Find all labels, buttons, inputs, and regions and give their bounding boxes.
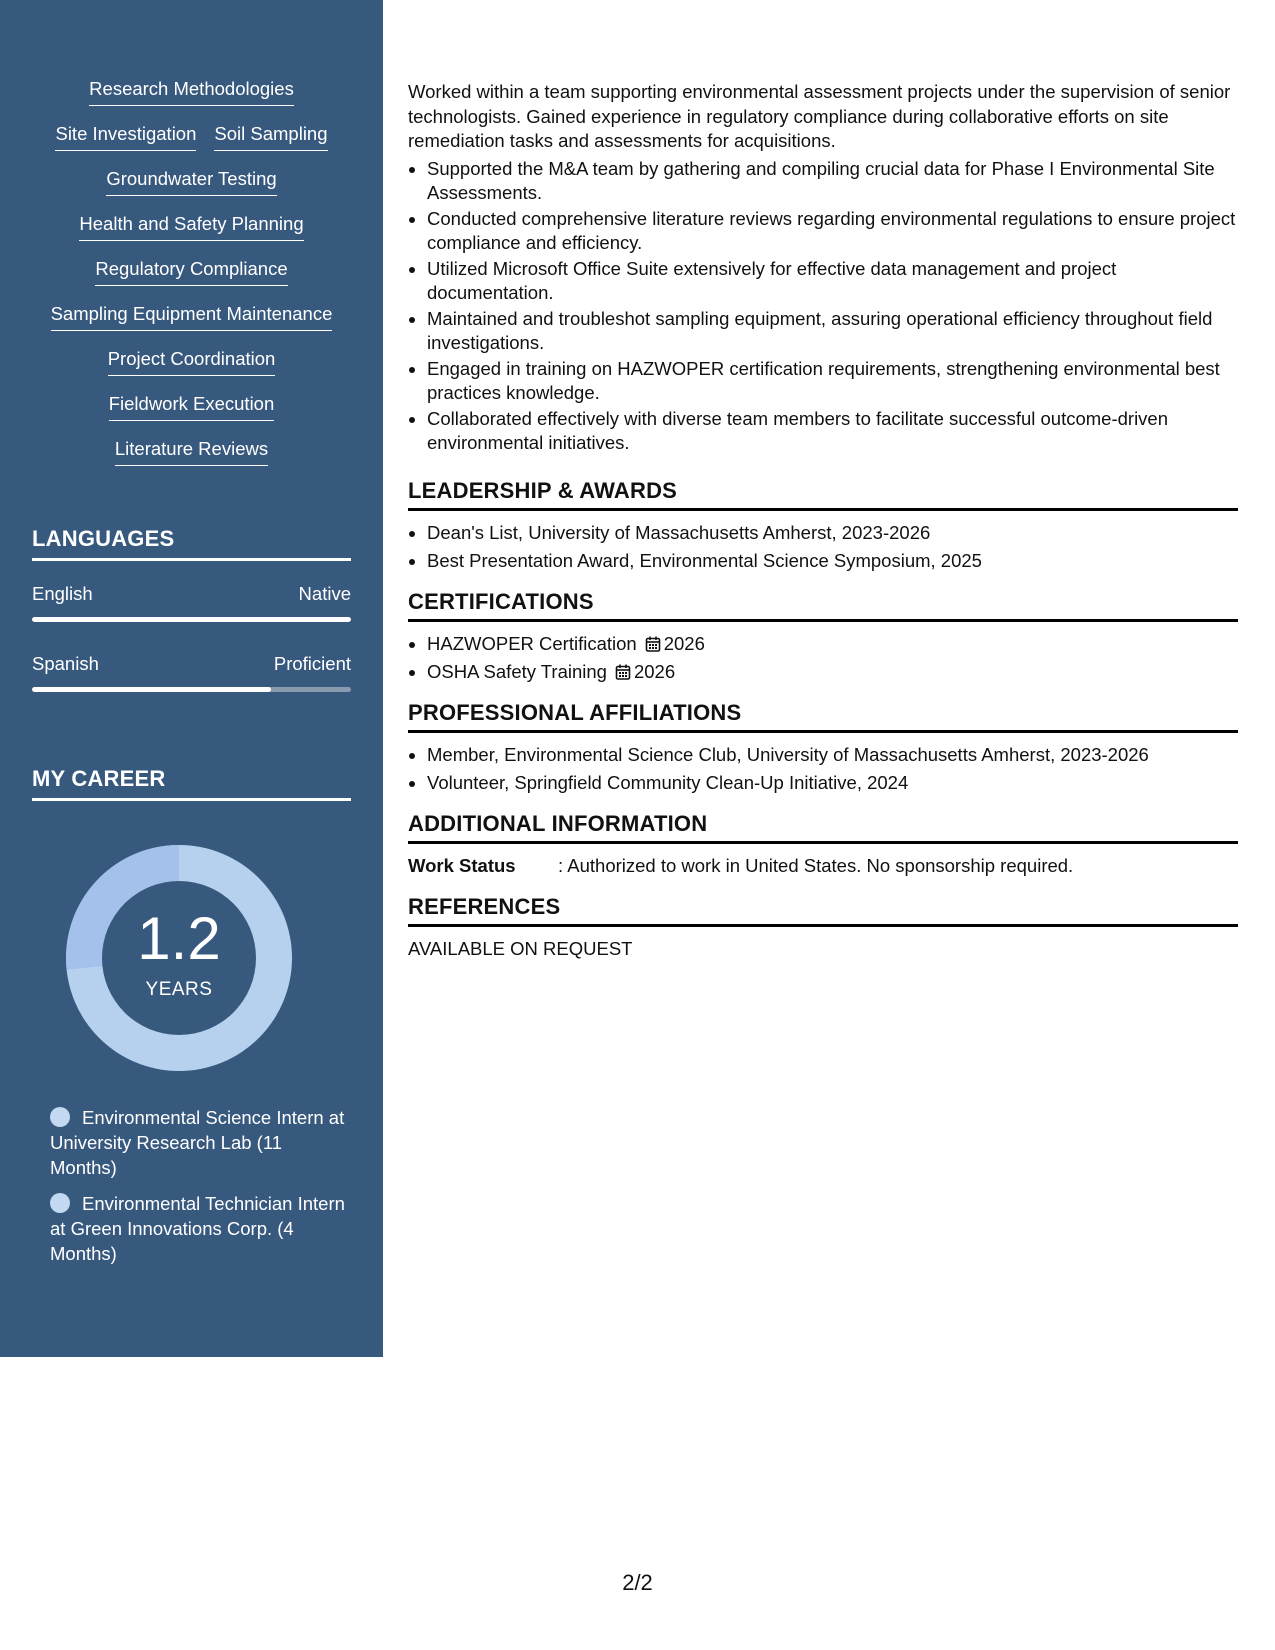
career-item: [50, 1105, 350, 1180]
skill-row: [0, 348, 383, 393]
page-number: 2/2: [622, 1570, 653, 1595]
career-dot-icon: [50, 1107, 70, 1127]
language-english: [32, 583, 351, 622]
language-bar: [32, 617, 351, 622]
language-level: Native: [298, 583, 351, 604]
list-item: • Conducted comprehensive literature reviews regarding environmental regulations to ensure project compliance and efficiency.: [427, 207, 1238, 256]
additional-info-section: [408, 811, 1238, 879]
work-status-row: [408, 852, 1238, 879]
leadership-heading: LEADERSHIP & AWARDS: [408, 478, 1238, 511]
skill-tag: Regulatory Compliance: [95, 258, 287, 286]
skill-row: [0, 258, 383, 303]
skill-row: [0, 303, 383, 348]
skill-row: [0, 78, 383, 123]
career-dot-icon: [50, 1193, 70, 1213]
affiliations-heading: PROFESSIONAL AFFILIATIONS: [408, 700, 1238, 733]
references-heading: REFERENCES: [408, 894, 1238, 927]
references-text: AVAILABLE ON REQUEST: [408, 938, 633, 959]
affiliations-section: [408, 700, 1238, 797]
skill-tag: Groundwater Testing: [106, 168, 276, 196]
work-status-value: : Authorized to work in United States. No sponsorship required.: [558, 855, 1074, 876]
skill-tag: Sampling Equipment Maintenance: [51, 303, 333, 331]
list-item: [427, 630, 1238, 657]
skill-tag: Site Investigation: [55, 123, 196, 151]
list-item: [427, 658, 1238, 685]
experience-bullets: [408, 157, 1238, 456]
additional-info-heading: ADDITIONAL INFORMATION: [408, 811, 1238, 844]
certifications-section: [408, 589, 1238, 686]
skills-list: [0, 78, 383, 483]
skill-row: [0, 168, 383, 213]
language-name: Spanish: [32, 653, 99, 674]
language-level: Proficient: [273, 653, 351, 674]
leadership-section: [408, 478, 1238, 575]
skill-tag: Research Methodologies: [89, 78, 294, 106]
career-heading: MY CAREER: [32, 766, 351, 801]
list-item: • Best Presentation Award, Environmental Science Symposium, 2025: [427, 547, 1238, 574]
list-item: • Volunteer, Springfield Community Clean-Up Initiative, 2024: [427, 769, 1238, 796]
certifications-list: [408, 630, 1238, 685]
certification-name: HAZWOPER Certification: [427, 633, 637, 654]
language-bar-fill: [32, 687, 271, 692]
certification-year: 2026: [633, 661, 676, 682]
languages-heading: LANGUAGES: [32, 526, 351, 561]
work-status-label: Work Status: [408, 855, 516, 876]
career-list: [50, 1105, 350, 1277]
list-item: • Supported the M&A team by gathering and compiling crucial data for Phase I Environmental Site Assessments.: [427, 157, 1238, 206]
calendar-icon: [645, 636, 661, 652]
skill-tag: Project Coordination: [108, 348, 276, 376]
skill-tag: Health and Safety Planning: [79, 213, 303, 241]
skill-tag: Fieldwork Execution: [109, 393, 275, 421]
career-years-value: 1.2: [137, 905, 221, 972]
skill-tag: Soil Sampling: [214, 123, 327, 151]
career-item: [50, 1191, 350, 1266]
skill-tag: Literature Reviews: [115, 438, 268, 466]
list-item: • Collaborated effectively with diverse team members to facilitate successful outcome-driven environmental initiatives.: [427, 407, 1238, 456]
language-bar: [32, 687, 351, 692]
language-spanish: [32, 653, 351, 692]
language-bar-fill: [32, 617, 351, 622]
career-item-text: Environmental Technician Intern at Green Innovations Corp. (4 Months): [50, 1193, 345, 1264]
skill-row: [0, 438, 383, 483]
list-item: • Member, Environmental Science Club, University of Massachusetts Amherst, 2023-2026: [427, 741, 1238, 768]
skill-row: [0, 213, 383, 258]
experience-details: [408, 80, 1238, 457]
certification-year: 2026: [663, 633, 705, 654]
calendar-icon: [615, 664, 631, 680]
list-item: • Engaged in training on HAZWOPER certification requirements, strengthening environmental best practices knowledge.: [427, 357, 1238, 406]
career-years-unit: YEARS: [145, 979, 213, 1000]
certification-name: OSHA Safety Training: [427, 661, 607, 682]
language-name: English: [32, 583, 93, 604]
list-item: • Dean's List, University of Massachusetts Amherst, 2023-2026: [427, 519, 1238, 546]
career-donut-chart: [66, 845, 292, 1071]
experience-intro: Worked within a team supporting environmental assessment projects under the supervision of senior technologists. Gained experience in regulatory compliance during collaborative efforts on site remediation tasks and assessments for acquisitions.: [408, 81, 1231, 151]
certifications-heading: CERTIFICATIONS: [408, 589, 1238, 622]
sidebar: [0, 0, 383, 1357]
career-item-text: Environmental Science Intern at University Research Lab (11 Months): [50, 1107, 345, 1178]
leadership-list: [408, 519, 1238, 574]
references-section: [408, 894, 1238, 962]
skill-row: [0, 393, 383, 438]
skill-row: [0, 123, 383, 168]
affiliations-list: [408, 741, 1238, 796]
list-item: • Maintained and troubleshot sampling equipment, assuring operational efficiency throughout field investigations.: [427, 307, 1238, 356]
list-item: • Utilized Microsoft Office Suite extensively for effective data management and project documentation.: [427, 257, 1238, 306]
